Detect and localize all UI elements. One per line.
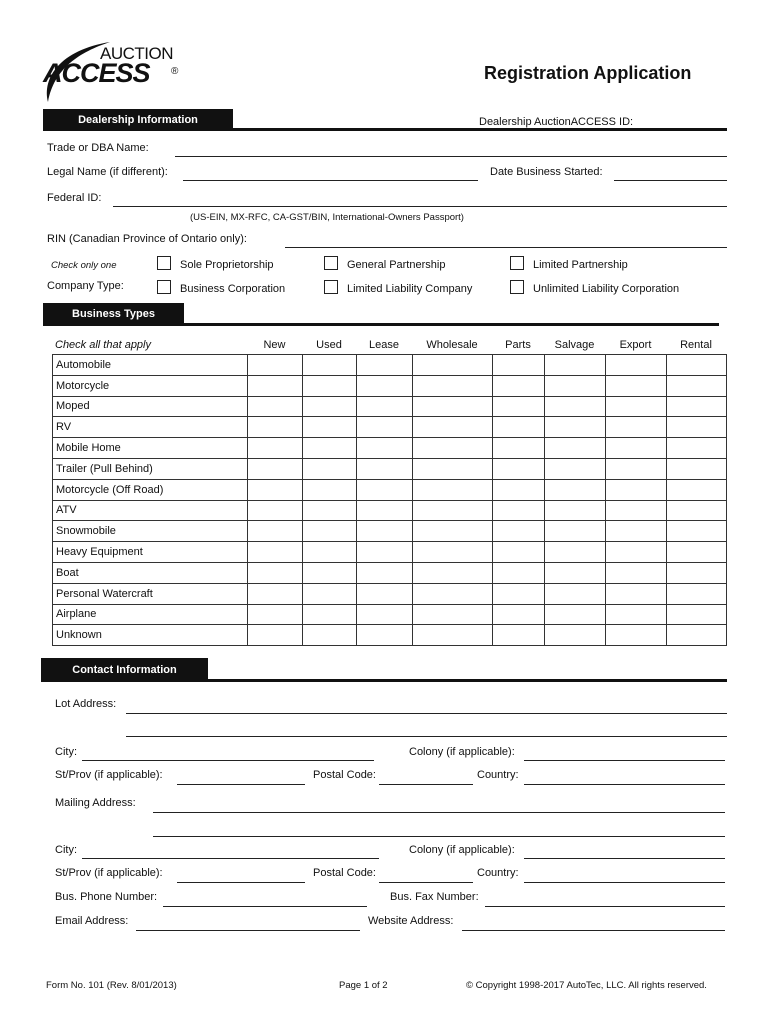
- table-row: [53, 479, 727, 500]
- business-type-cell[interactable]: [248, 625, 303, 646]
- business-type-cell[interactable]: [667, 396, 727, 417]
- table-row: [53, 583, 727, 604]
- logo-access-text: ACCESS: [43, 58, 150, 88]
- column-header-export: Export: [619, 339, 652, 351]
- business-type-cell[interactable]: [357, 583, 413, 604]
- table-row: [53, 562, 727, 583]
- business-type-cell[interactable]: [667, 355, 727, 376]
- business-type-cell[interactable]: [545, 375, 606, 396]
- date-started-label: Date Business Started:: [490, 166, 603, 178]
- table-row: [53, 417, 727, 438]
- business-type-cell[interactable]: [606, 355, 667, 376]
- business-type-cell[interactable]: [248, 583, 303, 604]
- business-type-cell[interactable]: [493, 625, 545, 646]
- footer-copyright: © Copyright 1998-2017 AutoTec, LLC. All rights reserved.: [466, 980, 707, 991]
- logo-auction-text: AUCTION: [100, 44, 173, 63]
- column-header-parts: Parts: [505, 339, 531, 351]
- lot-stprov-field[interactable]: [177, 784, 305, 785]
- business-type-cell[interactable]: [413, 438, 493, 459]
- llc-label: Limited Liability Company: [347, 283, 473, 295]
- business-type-cell[interactable]: [413, 542, 493, 563]
- business-type-cell[interactable]: [545, 521, 606, 542]
- date-started-field[interactable]: [614, 180, 727, 181]
- business-type-cell[interactable]: [248, 396, 303, 417]
- business-type-cell[interactable]: [413, 562, 493, 583]
- business-type-cell[interactable]: [248, 355, 303, 376]
- business-type-cell[interactable]: [248, 417, 303, 438]
- business-type-name: Motorcycle (Off Road): [53, 479, 248, 500]
- rin-field[interactable]: [285, 247, 727, 248]
- table-row: [53, 458, 727, 479]
- business-type-name: Motorcycle: [53, 375, 248, 396]
- business-type-cell[interactable]: [667, 625, 727, 646]
- check-only-one-hint: Check only one: [51, 260, 117, 271]
- column-header-lease: Lease: [369, 339, 399, 351]
- mailing-colony-field[interactable]: [524, 858, 725, 859]
- column-header-used: Used: [316, 339, 342, 351]
- business-type-name: Personal Watercraft: [53, 583, 248, 604]
- business-type-cell[interactable]: [248, 562, 303, 583]
- business-type-cell[interactable]: [248, 438, 303, 459]
- table-row: [53, 521, 727, 542]
- table-row: [53, 396, 727, 417]
- business-type-cell[interactable]: [667, 583, 727, 604]
- business-type-cell[interactable]: [493, 438, 545, 459]
- business-type-name: Trailer (Pull Behind): [53, 458, 248, 479]
- business-type-cell[interactable]: [303, 396, 357, 417]
- unlimited-liability-label: Unlimited Liability Corporation: [533, 283, 680, 295]
- business-type-cell[interactable]: [413, 479, 493, 500]
- business-type-cell[interactable]: [493, 479, 545, 500]
- business-type-cell[interactable]: [248, 604, 303, 625]
- business-type-cell[interactable]: [606, 417, 667, 438]
- business-type-cell[interactable]: [606, 604, 667, 625]
- business-type-cell[interactable]: [413, 500, 493, 521]
- business-type-cell[interactable]: [545, 417, 606, 438]
- business-type-cell[interactable]: [413, 604, 493, 625]
- mailing-address-field-2[interactable]: [153, 836, 725, 837]
- business-type-cell[interactable]: [303, 542, 357, 563]
- phone-label: Bus. Phone Number:: [55, 891, 158, 903]
- fax-field[interactable]: [485, 906, 725, 907]
- business-type-cell[interactable]: [357, 355, 413, 376]
- sole-proprietorship-label: Sole Proprietorship: [180, 259, 274, 271]
- business-types-section-header: Business Types: [43, 303, 184, 326]
- lot-address-field-2[interactable]: [126, 736, 727, 737]
- business-type-cell[interactable]: [545, 479, 606, 500]
- lot-country-field[interactable]: [524, 784, 725, 785]
- business-type-cell[interactable]: [357, 542, 413, 563]
- business-type-cell[interactable]: [357, 375, 413, 396]
- business-type-cell[interactable]: [303, 625, 357, 646]
- federal-id-label: Federal ID:: [47, 192, 102, 204]
- lot-address-field-1[interactable]: [126, 713, 727, 714]
- business-type-cell[interactable]: [606, 625, 667, 646]
- business-type-cell[interactable]: [545, 625, 606, 646]
- business-type-cell[interactable]: [303, 355, 357, 376]
- trade-name-label: Trade or DBA Name:: [47, 142, 149, 154]
- business-type-name: Unknown: [53, 625, 248, 646]
- business-type-cell[interactable]: [357, 625, 413, 646]
- business-type-cell[interactable]: [606, 438, 667, 459]
- business-type-cell[interactable]: [667, 417, 727, 438]
- business-type-cell[interactable]: [493, 521, 545, 542]
- business-type-name: Automobile: [53, 355, 248, 376]
- business-type-cell[interactable]: [413, 583, 493, 604]
- footer-page-number: Page 1 of 2: [339, 980, 388, 991]
- business-type-cell[interactable]: [357, 417, 413, 438]
- checkbox-general-partnership[interactable]: [324, 256, 338, 270]
- business-type-cell[interactable]: [667, 542, 727, 563]
- business-type-cell[interactable]: [667, 458, 727, 479]
- email-label: Email Address:: [55, 915, 129, 927]
- business-types-section-rule: [43, 323, 719, 326]
- mailing-country-field[interactable]: [524, 882, 725, 883]
- lot-country-label: Country:: [477, 769, 519, 781]
- lot-stprov-label: St/Prov (if applicable):: [55, 769, 163, 781]
- business-type-cell[interactable]: [248, 500, 303, 521]
- general-partnership-label: General Partnership: [347, 259, 446, 271]
- business-type-cell[interactable]: [303, 521, 357, 542]
- business-type-cell[interactable]: [667, 562, 727, 583]
- dealership-section-header: Dealership Information: [43, 109, 233, 131]
- business-type-cell[interactable]: [357, 500, 413, 521]
- lot-postal-label: Postal Code:: [313, 769, 376, 781]
- business-type-cell[interactable]: [493, 583, 545, 604]
- business-type-cell[interactable]: [606, 500, 667, 521]
- federal-id-field[interactable]: [113, 206, 727, 207]
- mailing-postal-label: Postal Code:: [313, 867, 376, 879]
- table-row: [53, 375, 727, 396]
- business-type-cell[interactable]: [357, 396, 413, 417]
- business-type-cell[interactable]: [606, 542, 667, 563]
- business-type-cell[interactable]: [493, 500, 545, 521]
- business-type-cell[interactable]: [357, 562, 413, 583]
- table-row: [53, 355, 727, 376]
- table-row: [53, 625, 727, 646]
- business-type-name: Heavy Equipment: [53, 542, 248, 563]
- legal-name-field[interactable]: [183, 180, 478, 181]
- business-type-cell[interactable]: [357, 458, 413, 479]
- trade-name-field[interactable]: [175, 156, 727, 157]
- business-type-cell[interactable]: [357, 604, 413, 625]
- mailing-address-label: Mailing Address:: [55, 797, 136, 809]
- legal-name-label: Legal Name (if different):: [47, 166, 168, 178]
- business-type-cell[interactable]: [248, 479, 303, 500]
- business-type-cell[interactable]: [606, 458, 667, 479]
- business-type-cell[interactable]: [545, 542, 606, 563]
- business-type-cell[interactable]: [303, 562, 357, 583]
- business-type-cell[interactable]: [493, 417, 545, 438]
- business-type-cell[interactable]: [606, 396, 667, 417]
- business-type-cell[interactable]: [413, 417, 493, 438]
- table-row: [53, 500, 727, 521]
- business-type-cell[interactable]: [248, 458, 303, 479]
- mailing-stprov-label: St/Prov (if applicable):: [55, 867, 163, 879]
- footer-form-number: Form No. 101 (Rev. 8/01/2013): [46, 980, 177, 991]
- business-type-name: Snowmobile: [53, 521, 248, 542]
- business-type-cell[interactable]: [667, 438, 727, 459]
- mailing-stprov-field[interactable]: [177, 882, 305, 883]
- business-type-cell[interactable]: [545, 355, 606, 376]
- checkbox-unlimited-liability-corporation[interactable]: [510, 280, 524, 294]
- business-type-cell[interactable]: [303, 417, 357, 438]
- mailing-address-field-1[interactable]: [153, 812, 725, 813]
- mailing-colony-label: Colony (if applicable):: [409, 844, 515, 856]
- business-type-cell[interactable]: [667, 479, 727, 500]
- checkbox-sole-proprietorship[interactable]: [157, 256, 171, 270]
- business-type-cell[interactable]: [303, 375, 357, 396]
- contact-section-header: Contact Information: [41, 658, 208, 682]
- business-type-cell[interactable]: [357, 438, 413, 459]
- business-type-cell[interactable]: [357, 479, 413, 500]
- website-label: Website Address:: [368, 915, 454, 927]
- business-type-cell[interactable]: [545, 583, 606, 604]
- business-type-name: RV: [53, 417, 248, 438]
- business-type-name: ATV: [53, 500, 248, 521]
- rin-label: RIN (Canadian Province of Ontario only):: [47, 233, 247, 245]
- business-type-cell[interactable]: [545, 562, 606, 583]
- logo-registered-mark: ®: [171, 66, 179, 77]
- phone-field[interactable]: [163, 906, 367, 907]
- business-type-cell[interactable]: [493, 375, 545, 396]
- email-field[interactable]: [136, 930, 360, 931]
- mailing-city-field[interactable]: [82, 858, 379, 859]
- contact-section-rule: [41, 679, 727, 682]
- business-type-cell[interactable]: [493, 458, 545, 479]
- lot-colony-field[interactable]: [524, 760, 725, 761]
- business-type-cell[interactable]: [493, 562, 545, 583]
- business-type-cell[interactable]: [545, 500, 606, 521]
- business-type-cell[interactable]: [667, 500, 727, 521]
- mailing-city-label: City:: [55, 844, 77, 856]
- business-type-cell[interactable]: [303, 604, 357, 625]
- business-type-cell[interactable]: [413, 375, 493, 396]
- lot-city-label: City:: [55, 746, 77, 758]
- checkbox-business-corporation[interactable]: [157, 280, 171, 294]
- limited-partnership-label: Limited Partnership: [533, 259, 628, 271]
- business-type-cell[interactable]: [303, 500, 357, 521]
- business-type-cell[interactable]: [413, 396, 493, 417]
- checkbox-limited-partnership[interactable]: [510, 256, 524, 270]
- lot-postal-field[interactable]: [379, 784, 473, 785]
- business-type-cell[interactable]: [413, 355, 493, 376]
- mailing-postal-field[interactable]: [379, 882, 473, 883]
- business-type-cell[interactable]: [303, 583, 357, 604]
- business-type-cell[interactable]: [303, 458, 357, 479]
- federal-id-hint: (US-EIN, MX-RFC, CA-GST/BIN, International-Owners Passport): [190, 212, 464, 223]
- business-type-cell[interactable]: [667, 521, 727, 542]
- business-type-cell[interactable]: [667, 375, 727, 396]
- column-header-rental: Rental: [680, 339, 712, 351]
- column-header-new: New: [263, 339, 286, 351]
- logo: [40, 38, 190, 104]
- business-type-cell[interactable]: [413, 458, 493, 479]
- mailing-country-label: Country:: [477, 867, 519, 879]
- column-header-salvage: Salvage: [554, 339, 595, 351]
- business-type-cell[interactable]: [248, 521, 303, 542]
- business-type-cell[interactable]: [493, 396, 545, 417]
- table-row: [53, 604, 727, 625]
- business-type-cell[interactable]: [606, 375, 667, 396]
- business-type-cell[interactable]: [493, 542, 545, 563]
- lot-colony-label: Colony (if applicable):: [409, 746, 515, 758]
- business-corporation-label: Business Corporation: [180, 283, 286, 295]
- business-type-name: Airplane: [53, 604, 248, 625]
- business-type-name: Mobile Home: [53, 438, 248, 459]
- lot-address-label: Lot Address:: [55, 698, 117, 710]
- business-type-name: Moped: [53, 396, 248, 417]
- table-row: [53, 542, 727, 563]
- business-type-cell[interactable]: [248, 375, 303, 396]
- business-type-cell[interactable]: [545, 396, 606, 417]
- business-type-cell[interactable]: [413, 521, 493, 542]
- column-header-wholesale: Wholesale: [426, 339, 478, 351]
- fax-label: Bus. Fax Number:: [390, 891, 479, 903]
- business-type-cell[interactable]: [606, 479, 667, 500]
- auction-id-label: Dealership AuctionACCESS ID:: [479, 116, 634, 128]
- checkbox-limited-liability-company[interactable]: [324, 280, 338, 294]
- business-type-name: Boat: [53, 562, 248, 583]
- business-type-cell[interactable]: [357, 521, 413, 542]
- page-title: Registration Application: [484, 63, 692, 83]
- business-type-cell[interactable]: [303, 438, 357, 459]
- business-types-table: [52, 354, 727, 646]
- business-type-cell[interactable]: [493, 604, 545, 625]
- business-type-cell[interactable]: [545, 438, 606, 459]
- business-type-cell[interactable]: [667, 604, 727, 625]
- business-type-cell[interactable]: [606, 583, 667, 604]
- company-type-label: Company Type:: [47, 280, 124, 292]
- check-all-hint: Check all that apply: [55, 339, 151, 351]
- business-type-cell[interactable]: [606, 562, 667, 583]
- business-type-cell[interactable]: [413, 625, 493, 646]
- business-type-cell[interactable]: [606, 521, 667, 542]
- business-type-cell[interactable]: [545, 604, 606, 625]
- business-type-cell[interactable]: [248, 542, 303, 563]
- website-field[interactable]: [462, 930, 725, 931]
- lot-city-field[interactable]: [82, 760, 374, 761]
- business-type-cell[interactable]: [493, 355, 545, 376]
- business-type-cell[interactable]: [303, 479, 357, 500]
- table-row: [53, 438, 727, 459]
- business-type-cell[interactable]: [545, 458, 606, 479]
